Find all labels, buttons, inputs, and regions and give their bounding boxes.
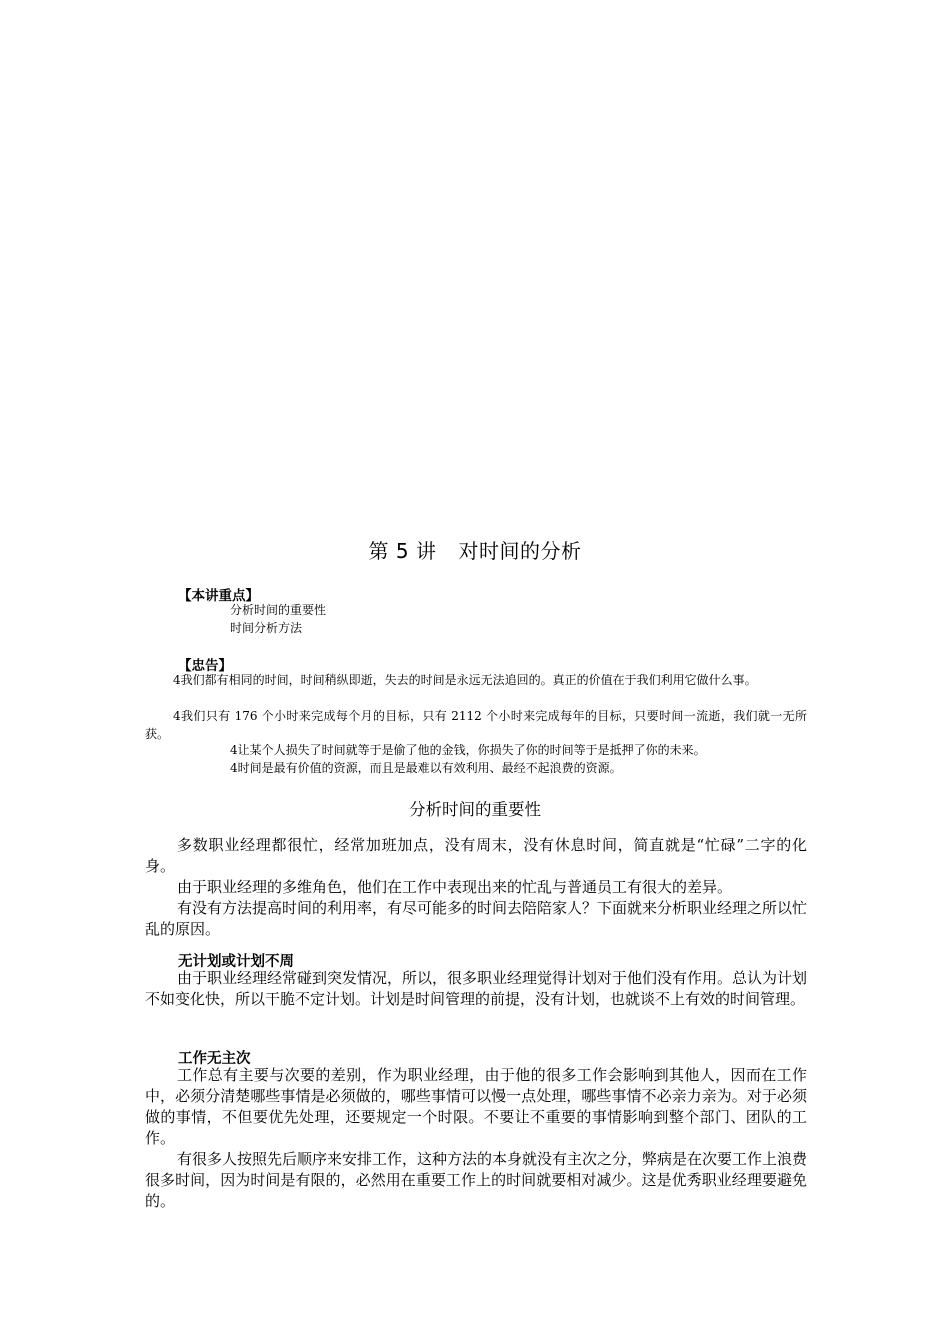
lecture-title	[0, 535, 950, 564]
key-point-item: 分析时间的重要性	[230, 603, 327, 617]
section-title: 分析时间的重要性	[409, 800, 541, 819]
paragraph: 由于职业经理经常碰到突发情况，所以，很多职业经理觉得计划对于他们没有作用。总认为计划不如变化快，所以干脆不定计划。计划是时间管理的前提，没有计划，也就谈不上有效的时间管理。	[145, 969, 808, 1008]
paragraph: 有很多人按照先后顺序来安排工作，这种方法的本身就没有主次之分，弊病是在次要工作上浪费很多时间，因为时间是有限的，必然用在重要工作上的时间就要相对减少。这是优秀职业经理要避免的。	[145, 1150, 808, 1210]
subsection-body	[145, 1065, 807, 1212]
lecture-title-text: 对时间的分析	[458, 539, 582, 563]
lecture-number: 第 5 讲	[368, 539, 437, 563]
advice-item: 4让某个人损失了时间就等于是偷了他的金钱，你损失了你的时间等于是抵押了你的未来。	[230, 743, 706, 757]
subsection-heading: 无计划或计划不周	[178, 954, 294, 970]
advice-heading: 【忠告】	[178, 658, 232, 674]
key-points-heading: 【本讲重点】	[178, 588, 259, 604]
subsection-heading: 工作无主次	[178, 1051, 251, 1067]
advice-item: 4时间是最有价值的资源，而且是最难以有效利用、最经不起浪费的资源。	[230, 761, 622, 775]
paragraph: 工作总有主要与次要的差别，作为职业经理，由于他的很多工作会影响到其他人，因而在工作中，必须分清楚哪些事情是必须做的，哪些事情可以慢一点处理，哪些事情不必亲力亲为。对于必须做的事情，不但要优先处理，还要规定一个时限。不要让不重要的事情影响到整个部门、团队的工作。	[145, 1066, 807, 1147]
paragraph: 由于职业经理的多维角色，他们在工作中表现出来的忙乱与普通员工有很大的差异。	[177, 878, 733, 896]
advice-item: 4我们都有相同的时间，时间稍纵即逝，失去的时间是永远无法追回的。真正的价值在于我们利用它做什么事。	[173, 673, 757, 687]
advice-item: 4我们只有 176 个小时来完成每个月的目标，只有 2112 个小时来完成每年的目标，只要时间一流逝，我们就一无所获。	[145, 709, 807, 741]
intro-block	[145, 835, 807, 940]
paragraph: 有没有方法提高时间的利用率，有尽可能多的时间去陪陪家人？下面就来分析职业经理之所以忙乱的原因。	[145, 899, 808, 938]
paragraph: 多数职业经理都很忙，经常加班加点，没有周末，没有休息时间，简直就是“忙碌”二字的化身。	[145, 836, 807, 875]
key-point-item: 时间分析方法	[230, 621, 303, 635]
subsection-body	[145, 968, 807, 1010]
